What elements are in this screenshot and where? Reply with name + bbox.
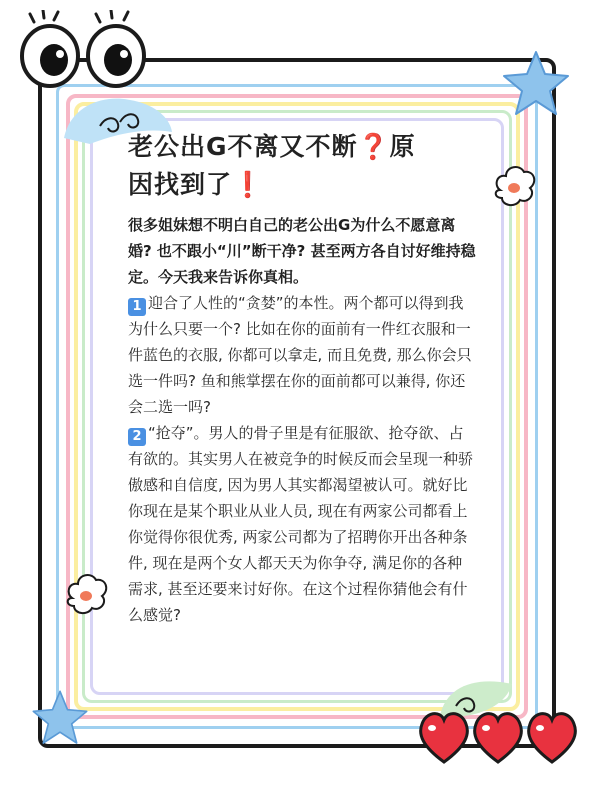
cloud-icon <box>492 160 536 212</box>
exclamation-mark-icon: ❗ <box>232 170 265 199</box>
star-icon <box>500 48 572 120</box>
article-body <box>128 212 476 628</box>
title-line1: 老公出G不离又不断 <box>128 132 358 161</box>
cartoon-eyes-icon <box>18 10 158 90</box>
number-2-icon: 2 <box>128 428 146 446</box>
title-line2: 因找到了 <box>128 170 233 199</box>
question-mark-icon: ❓ <box>357 132 390 161</box>
cloud-icon <box>64 568 108 620</box>
intro-paragraph: 很多姐妹想不明白自己的老公出G为什么不愿意离婚? 也不跟小“川”断干净? 甚至两方各自讨好维持稳定。今天我来告诉你真相。 <box>128 216 476 286</box>
point-2-text: “抢夺”。男人的骨子里是有征服欲、抢夺欲、占有欲的。其实男人在被竞争的时候反而会呈现一种骄傲感和自信度, 因为男人其实都渴望被认可。就好比你现在是某个职业从业人员, 现在有两家公司都看上你觉得你很优秀, 两家公司都为了招聘你开出各种条件, 现在是两个女人都天天为你争夺, 满足你的各种需求, 甚至还要来讨好你。在这个过程你猜他会有什么感觉? <box>128 424 474 624</box>
heart-icon <box>416 704 586 768</box>
number-1-icon: 1 <box>128 298 146 316</box>
star-icon <box>30 688 90 748</box>
point-1 <box>128 290 476 420</box>
point-1-text: 迎合了人性的“贪婪”的本性。两个都可以得到我为什么只要一个? 比如在你的面前有一件红衣服和一件蓝色的衣服, 你都可以拿走, 而且免费, 那么你会只选一件吗? 鱼和熊掌摆在你的面前都可以兼得, 你还会二选一吗? <box>128 294 472 416</box>
title-line1-tail: 原 <box>389 132 416 161</box>
point-2 <box>128 420 476 628</box>
page-title <box>128 128 473 204</box>
